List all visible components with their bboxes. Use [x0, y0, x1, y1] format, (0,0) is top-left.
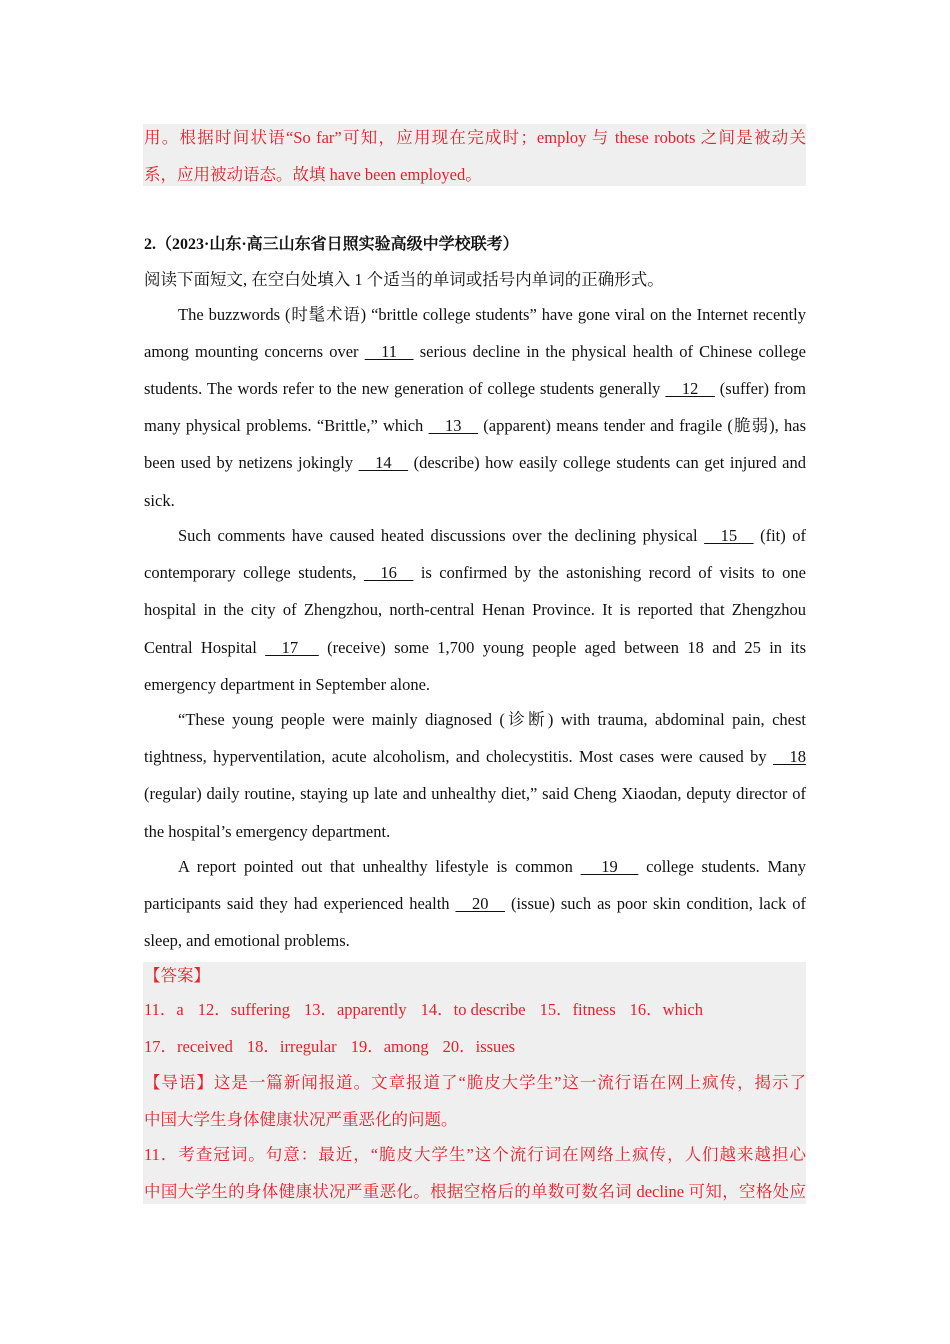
p1-line-6: sick. [144, 491, 175, 510]
p1-text: (apparent) means tender and fragile (脆弱), has [478, 416, 806, 435]
answer-item: 11．a [144, 1000, 184, 1019]
answer-item: 20．issues [442, 1037, 516, 1056]
blank-12[interactable]: 12 [665, 379, 715, 398]
blank-18[interactable]: 18 [773, 747, 806, 766]
blank-20[interactable]: 20 [455, 894, 505, 913]
answer-item: 19．among [350, 1037, 429, 1056]
answer-intro-2: 中国大学生身体健康状况严重恶化的问题。 [144, 1110, 458, 1129]
p4-line-2 [144, 894, 806, 914]
answer-row-1 [144, 1000, 806, 1020]
answer-item: 17．received [144, 1037, 233, 1056]
p1-text: been used by netizens jokingly [144, 453, 359, 472]
p2-text: is confirmed by the astonishing record of visits to one [413, 563, 806, 582]
p1-text: students. The words refer to the new generation of college students generally [144, 379, 666, 398]
blank-16[interactable]: 16 [363, 563, 414, 582]
p2-line-1 [144, 526, 806, 546]
p4-text: (issue) such as poor skin condition, lack of [505, 894, 807, 913]
answer-item: 13．apparently [303, 1000, 407, 1019]
blank-13[interactable]: 13 [428, 416, 479, 435]
p1-text: (describe) how easily college students can get injured and [408, 453, 806, 472]
answer-item: 18．irregular [246, 1037, 337, 1056]
p2-line-4 [144, 638, 806, 658]
blank-14[interactable]: 14 [358, 453, 409, 472]
top-explanation-line-1: 用。根据时间状语“So far”可知，应用现在完成时；employ 与 these robots 之间是被动关 [144, 128, 806, 147]
answer-item: 14．to describe [420, 1000, 526, 1019]
p3-line-4: the hospital’s emergency department. [144, 822, 391, 841]
p2-text: (fit) of [753, 526, 806, 545]
question-instruction: 阅读下面短文, 在空白处填入 1 个适当的单词或括号内单词的正确形式。 [144, 270, 664, 289]
answer-explanation-2: 中国大学生的身体健康状况严重恶化。根据空格后的单数可数名词 decline 可知，空格处应 [144, 1182, 806, 1201]
answer-item: 15．fitness [539, 1000, 616, 1019]
p1-text: (suffer) from [714, 379, 806, 398]
p4-line-1 [144, 857, 806, 877]
blank-11[interactable]: 11 [364, 342, 414, 361]
p2-line-2 [144, 563, 806, 583]
top-explanation-line-2: 系，应用被动语态。故填 have been employed。 [144, 165, 482, 184]
p1-line-5 [144, 453, 806, 473]
p2-line-5: emergency department in September alone. [144, 675, 431, 694]
p4-text: participants said they had experienced health [144, 894, 456, 913]
p1-line-4 [144, 416, 806, 436]
answer-label: 【答案】 [144, 966, 210, 985]
p2-text: Central Hospital [144, 638, 266, 657]
p1-text: many physical problems. “Brittle,” which [144, 416, 429, 435]
p1-line-3 [144, 379, 806, 399]
p2-text: contemporary college students, [144, 563, 364, 582]
answer-item: 16．which [629, 1000, 703, 1019]
blank-19[interactable]: 19 [580, 857, 639, 876]
p2-text: (receive) some 1,700 young people aged between 18 and 25 in its [318, 638, 806, 657]
p4-text: A report pointed out that unhealthy lifestyle is common [178, 857, 581, 876]
p1-line-1: The buzzwords (时髦术语) “brittle college students” have gone viral on the Internet recently [178, 305, 806, 324]
question-header: 2.（2023·山东·高三山东省日照实验高级中学校联考） [144, 236, 519, 253]
blank-17[interactable]: 17 [265, 638, 319, 657]
p4-text: college students. Many [638, 857, 807, 876]
p1-text: among mounting concerns over [144, 342, 365, 361]
answer-row-2 [144, 1037, 806, 1057]
p3-line-2 [144, 747, 806, 767]
p4-line-3: sleep, and emotional problems. [144, 931, 350, 950]
p3-line-1: “These young people were mainly diagnosed (诊断) with trauma, abdominal pain, chest [178, 710, 806, 729]
p1-text: serious decline in the physical health of Chinese college [413, 342, 807, 361]
blank-15[interactable]: 15 [704, 526, 754, 545]
answer-item: 12．suffering [197, 1000, 290, 1019]
answer-intro-1: 【导语】这是一篇新闻报道。文章报道了“脆皮大学生”这一流行语在网上疯传，揭示了 [144, 1073, 806, 1092]
p2-line-3: hospital in the city of Zhengzhou, north-central Henan Province. It is reported that Zhengzhou [144, 600, 806, 619]
p3-line-3: (regular) daily routine, staying up late and unhealthy diet,” said Cheng Xiaodan, deputy director of [144, 784, 806, 803]
answer-explanation-1: 11．考查冠词。句意：最近，“脆皮大学生”这个流行词在网络上疯传，人们越来越担心 [144, 1145, 806, 1164]
p2-text: Such comments have caused heated discussions over the declining physical [178, 526, 705, 545]
p1-line-2 [144, 342, 806, 362]
p3-text: tightness, hyperventilation, acute alcoholism, and cholecystitis. Most cases were caused by [144, 747, 773, 766]
